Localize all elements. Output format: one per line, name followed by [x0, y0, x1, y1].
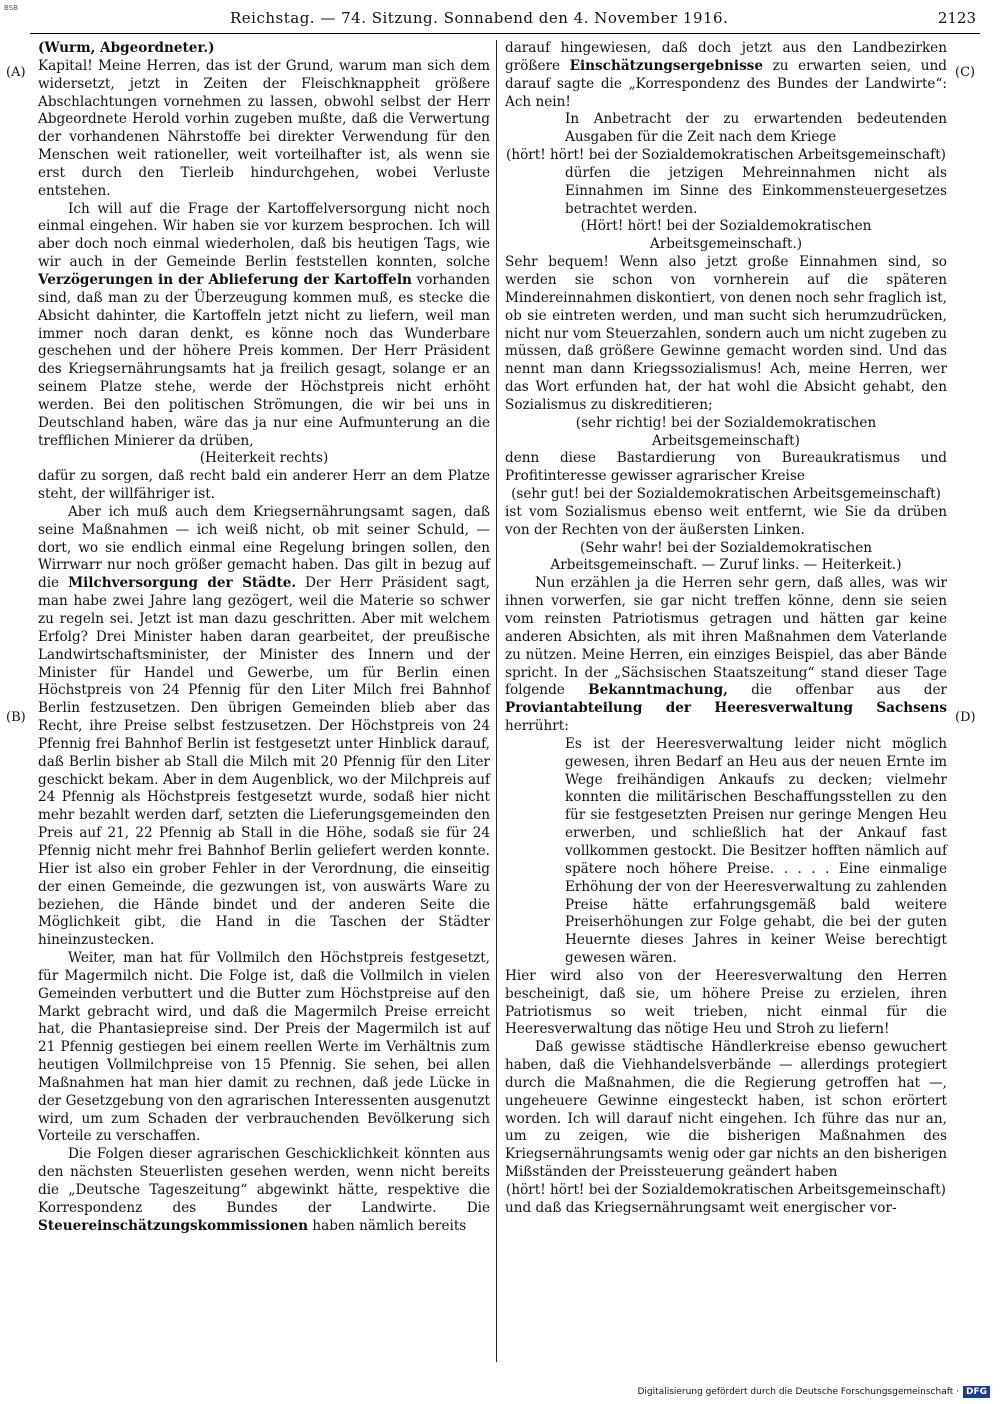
interjection: (hört! hört! bei der Sozialdemokratischen Arbeitsgemeinschaft)	[506, 1182, 946, 1198]
interjection: (sehr gut! bei der Sozialdemokratischen Arbeitsgemeinschaft)	[511, 486, 941, 503]
interjection: (hört! hört! bei der Sozialdemokratischen Arbeitsgemeinschaft)	[506, 147, 946, 164]
page-title: Reichstag. — 74. Sitzung. Sonnabend den 4. November 1916.	[230, 9, 729, 27]
paragraph: darauf hingewiesen, daß doch jetzt aus den Landbezirken größere Einschätzungsergebnisse zu erwarten seien, und darauf sagte die „Korrespondenz des Bundes der Landwirte“: Ach nein!	[505, 40, 947, 110]
paragraph: Nun erzählen ja die Herren sehr gern, daß alles, was wir ihnen vorwerfen, sie gar nicht treffen könne, denn sie seien vom reinsten Patriotismus getragen und hätten gar keine anderen Absichten, als mit ihren Maßnahmen dem Vaterlande zu nützen. Meine Herren, ein einziges Beispiel, das aber Bände spricht. In der „Sächsischen Staatszeitung“ stand dieser Tage folgende Bekanntmachung, die offenbar aus der Proviantabteilung der Heeresverwaltung Sachsens herrührt:	[505, 575, 948, 735]
quotation: Es ist der Heeresverwaltung leider nicht möglich gewesen, ihren Bedarf an Heu aus der neuen Ernte im Wege freihändigen Ankaufs zu decken; vielmehr konnten die militärischen Beschaffungsstellen zu den für sie festgesetzten Preisen nur geringe Mengen Heu erwerben, und schließlich hat der Ankauf fast vollkommen gestockt. Die Besitzer hofften nämlich auf spätere noch höhere Preise. . . . . Eine einmalige Erhöhung der von der Heeresverwaltung zu zahlenden Preise hätte erfahrungsgemäß bald weitere Preiserhöhungen zur Folge gehabt, die bei der guten Heuernte dieses Jahres in keiner Weise berechtigt gewesen wären.	[565, 735, 947, 967]
paragraph: Weiter, man hat für Vollmilch den Höchstpreis festgesetzt, für Magermilch nicht. Die Folge ist, daß die Vollmilch in vielen Gemeinden verbuttert und die Butter zum Höchstpreise auf den Markt gebracht wird, und daß die Magermilch Preise erreicht hat, die Phantasiepreise sind. Der Preis der Magermilch ist auf 21 Pfennig gestiegen bei einem reellen Werte im Verhältnis zum heutigen Vollmilchpreise von 15 Pfennig. Sie sehen, bei allen Maßnahmen hat man hier damit zu rechnen, daß jede Lücke in der Gesetzgebung von den agrarischen Interessenten ausgenutzt wird, um zum Schaden der verbrauchenden Bevölkerung sich Vorteile zu verschaffen.	[38, 950, 490, 1145]
left-column	[38, 40, 490, 1236]
column-divider	[496, 40, 497, 1362]
page-header	[30, 7, 980, 34]
paragraph: Hier wird also von der Heeresverwaltung den Herren bescheinigt, daß sie, um höhere Preise zu erzielen, ihren Patriotismus so weit trieben, nicht einmal für die Heeresverwaltung das nötige Heu und Stroh zu liefern!	[505, 967, 947, 1038]
interjection: (Hört! hört! bei der Sozialdemokratischen Arbeitsgemeinschaft.)	[580, 218, 872, 253]
margin-marker-c: (C)	[955, 65, 976, 80]
paragraph: Ich will auf die Frage der Kartoffelversorgung nicht noch einmal eingehen. Wir haben sie vor kurzem besprochen. Ich will aber doch noch einmal wiederholen, daß bis heutigen Tags, wie wir auch in der Gemeinde Berlin feststellen konnten, solche Verzögerungen in der Ablieferung der Kartoffeln vorhanden sind, daß man zu der Überzeugung kommen muß, es stecke die Absicht dahinter, die Kartoffeln jetzt nicht zu liefern, weil man immer noch daran denkt, es könne noch das Wunderbare geschehen und der höhere Preis kommen. Der Herr Präsident des Kriegsernährungsamts hat ja freilich gesagt, solange er an seinem Platze stehe, werde der Höchstpreis nicht erhöht werden. Bei den politischen Strömungen, die wir bei uns in Deutschland haben, wäre das ja nur eine Aufmunterung an die trefflichen Minierer da drüben,	[38, 200, 490, 449]
page-number: 2123	[937, 9, 976, 27]
paragraph: Kapital! Meine Herren, das ist der Grund, warum man sich dem widersetzt, jetzt in Zeiten der Fleischknappheit größere Abschlachtungen vornehmen zu lassen, obwohl selbst der Herr Abgeordnete Herold vorhin zugeben mußte, daß die Verwertung der vorhandenen Nährstoffe bei direkter Verwendung für den Menschen weit rationeller, weit vorteilhafter ist, als wenn sie erst durch den Tierleib hindurchgehen, wobei Verluste entstehen.	[38, 57, 490, 199]
paragraph: Aber ich muß auch dem Kriegsernährungsamt sagen, daß seine Maßnahmen — ich weiß nicht, ob mit seiner Schuld, — dort, wo sie endlich einmal eine Regelung bringen sollen, den Wirrwarr nur noch größer gemacht haben. Das gilt in bezug auf die Milchversorgung der Städte. Der Herr Präsident sagt, man habe zwei Jahre lang gezögert, weil die Materie so schwer zu regeln sei. Jetzt ist man dazu geschritten. Aber mit welchem Erfolg? Drei Minister haben daran gearbeitet, der preußische Landwirtschaftsminister, der Minister des Innern und der Minister für Handel und Gewerbe, um für Berlin einen Höchstpreis von 24 Pfennig für den Liter Milch frei Bahnhof Berlin festzusetzen. Den übrigen Gemeinden blieb aber das Recht, ihre Preise selbst festzusetzen. Der Höchstpreis von 24 Pfennig frei Bahnhof Berlin ist festgesetzt unter Hinblick darauf, daß Berlin bisher ab Stall die Milch mit 20 Pfennig für den Liter geschickt bekam. Aber in dem Augenblick, wo der Milchpreis auf 24 Pfennig als Höchstpreis festgesetzt wurde, sodaß hier nicht mehr bezahlt werden darf, setzten die Lieferungsgemeinden den Preis auf 21, 22 Pfennig ab Stall in die Höhe, sodaß sie für 24 Pfennig nicht mehr frei Bahnhof Berlin geliefert werden konnte. Hier ist also ein grober Fehler in der Verordnung, die einseitig der einen Gemeinde, die gezwungen ist, von auswärts Ware zu beziehen, die Hände bindet und der anderen Seite die Möglichkeit gibt, die Hand in die Taschen der Städter hineinzustecken.	[38, 503, 490, 949]
paragraph: dafür zu sorgen, daß recht bald ein anderer Herr an dem Platze steht, der willfähriger ist.	[38, 468, 490, 503]
paragraph: ist vom Sozialismus ebenso weit entfernt, wie Sie da drüben von der Rechten von der äußersten Linken.	[505, 503, 947, 538]
paragraph: Die Folgen dieser agrarischen Geschicklichkeit könnten aus den nächsten Steuerlisten gesehen werden, wenn nicht bereits die „Deutsche Tageszeitung“ abgewinkt hätte, respektive die Korrespondenz des Bundes der Landwirte. Die Steuereinschätzungskommissionen haben nämlich bereits	[38, 1146, 490, 1234]
footer-credit	[638, 1386, 991, 1398]
emphasis: Proviantabteilung der Heeresverwaltung Sachsens	[505, 700, 947, 717]
dfg-logo: DFG	[963, 1386, 990, 1398]
speaker-label: (Wurm, Abgeordneter.)	[38, 40, 215, 56]
emphasis: Steuereinschätzungskommissionen	[38, 1217, 309, 1234]
paragraph: denn diese Bastardierung von Bureaukratismus und Profitinteresse gewisser agrarischer Kreise	[505, 450, 947, 485]
emphasis: Einschätzungsergebnisse	[569, 57, 764, 74]
quotation: dürfen die jetzigen Mehreinnahmen nicht als Einnahmen im Sinne des Einkommensteuergesetzes betrachtet werden.	[565, 164, 947, 217]
emphasis: Bekanntmachung,	[588, 682, 728, 699]
paragraph: Sehr bequem! Wenn also jetzt große Einnahmen sind, so werden sie schon von vornherein auf die späteren Mindereinnahmen diskontiert, von denen noch sehr fraglich ist, ob sie eintreten werden, und man sucht sich herumzudrücken, nicht nur vom Steuerzahlen, sondern auch um nicht zugeben zu müssen, daß größere Gewinne gemacht worden sind. Und das nennt man dann Kriegssozialismus! Ach, meine Herren, wer das Wort erfunden hat, der hat wohl die Absicht gehabt, den Sozialismus zu diskreditieren;	[505, 254, 947, 413]
emphasis: Milchversorgung der Städte.	[68, 575, 297, 592]
quotation: In Anbetracht der zu erwartenden bedeutenden Ausgaben für die Zeit nach dem Kriege	[565, 111, 947, 146]
interjection: (sehr richtig! bei der Sozialdemokratischen Arbeitsgemeinschaft)	[575, 414, 877, 449]
margin-marker-d: (D)	[955, 710, 976, 725]
margin-marker-a: (A)	[6, 65, 26, 80]
bsb-watermark: BSB	[4, 4, 18, 12]
interjection: (Sehr wahr! bei der Sozialdemokratischen Arbeitsgemeinschaft. — Zuruf links. — Heiterkeit.)	[550, 539, 902, 574]
paragraph: und daß das Kriegsernährungsamt weit energischer vor-	[505, 1199, 897, 1216]
margin-marker-b: (B)	[6, 710, 26, 725]
right-column	[505, 40, 947, 1218]
interjection: (Heiterkeit rechts)	[199, 450, 329, 467]
paragraph: Daß gewisse städtische Händlerkreise ebenso gewuchert haben, daß die Viehhandelsverbände — allerdings protegiert durch die Maßnahmen, die die Regierung getroffen hat —, ungeheuere Gewinne eingesteckt haben, ist schon erörtert worden. Ich will darauf nicht eingehen. Ich führe das nur an, um zu zeigen, wie die bisherigen Maßnahmen des Kriegsernährungsamts wenig oder gar nichts an den bisherigen Mißständen der Preissteuerung geändert haben	[505, 1039, 947, 1181]
emphasis: Verzögerungen in der Ablieferung der Kartoffeln	[38, 271, 412, 288]
footer-text: Digitalisierung gefördert durch die Deutsche Forschungsgemeinschaft ·	[637, 1387, 959, 1397]
